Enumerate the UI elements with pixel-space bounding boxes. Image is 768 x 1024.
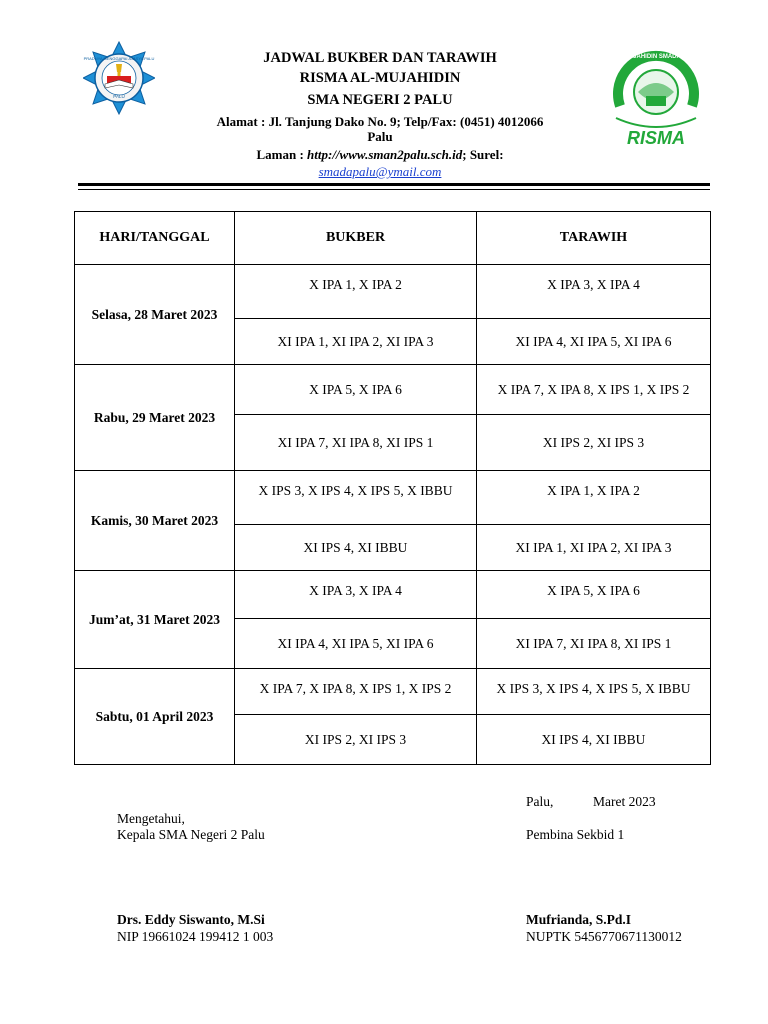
website-line: Laman : http://www.sman2palu.sch.id; Surel:	[256, 147, 504, 162]
tarawih-cell: X IPA 5, X IPA 6	[477, 571, 711, 619]
schedule-table	[74, 211, 711, 765]
day-cell: Jum’at, 31 Maret 2023	[75, 571, 235, 669]
tarawih-cell: X IPS 3, X IPS 4, X IPS 5, X IBBU	[477, 669, 711, 715]
title-line-1: JADWAL BUKBER DAN TARAWIH	[263, 50, 497, 66]
tarawih-cell: XI IPS 4, XI IBBU	[477, 715, 711, 765]
col-header-tarawih: TARAWIH	[477, 212, 711, 265]
table-row	[75, 571, 711, 619]
col-header-day: HARI/TANGGAL	[75, 212, 235, 265]
bukber-cell: XI IPA 1, XI IPA 2, XI IPA 3	[235, 319, 477, 365]
title-line-3: SMA NEGERI 2 PALU	[307, 92, 453, 108]
risma-logo-icon	[606, 44, 706, 150]
svg-text:PRADNYA MENGGAPAI AJASYA PALU: PRADNYA MENGGAPAI AJASYA PALU	[83, 56, 155, 61]
sign-acknowledge: Mengetahui,	[117, 811, 185, 826]
sign-left-name: Drs. Eddy Siswanto, M.Si	[117, 912, 265, 927]
sign-right-id: NUPTK 5456770671130012	[526, 929, 682, 944]
table-row	[75, 471, 711, 525]
bukber-cell: X IPA 7, X IPA 8, X IPS 1, X IPS 2	[235, 669, 477, 715]
letterhead	[0, 0, 768, 200]
tarawih-cell: X IPA 1, X IPA 2	[477, 471, 711, 525]
title-line-2: RISMA AL-MUJAHIDIN	[299, 70, 461, 86]
sign-place: Palu,	[526, 794, 554, 809]
sign-right-role: Pembina Sekbid 1	[526, 827, 625, 842]
sign-right-name: Mufrianda, S.Pd.I	[526, 912, 632, 927]
col-header-bukber: BUKBER	[235, 212, 477, 265]
day-cell: Sabtu, 01 April 2023	[75, 669, 235, 765]
tarawih-cell: X IPA 3, X IPA 4	[477, 265, 711, 319]
bukber-cell: X IPS 3, X IPS 4, X IPS 5, X IBBU	[235, 471, 477, 525]
tarawih-cell: XI IPA 1, XI IPA 2, XI IPA 3	[477, 525, 711, 571]
table-row	[75, 265, 711, 319]
svg-text:RISMA: RISMA	[627, 128, 685, 148]
bukber-cell: X IPA 5, X IPA 6	[235, 365, 477, 415]
header-divider-thin	[78, 189, 710, 190]
tarawih-cell: XI IPS 2, XI IPS 3	[477, 415, 711, 471]
website-url[interactable]: http://www.sman2palu.sch.id	[307, 147, 463, 162]
svg-text:AL-MUJAHIDIN SMADA PALU: AL-MUJAHIDIN SMADA PALU	[613, 54, 699, 60]
day-cell: Rabu, 29 Maret 2023	[75, 365, 235, 471]
address-line-1: Alamat : Jl. Tanjung Dako No. 9; Telp/Fax: (0451) 4012066	[216, 114, 544, 129]
sign-left-id: NIP 19661024 199412 1 003	[117, 929, 274, 944]
day-cell: Selasa, 28 Maret 2023	[75, 265, 235, 365]
bukber-cell: XI IPA 7, XI IPA 8, XI IPS 1	[235, 415, 477, 471]
table-header-row	[75, 212, 711, 265]
header-divider-thick	[78, 183, 710, 186]
sign-left-role: Kepala SMA Negeri 2 Palu	[117, 827, 265, 842]
sign-month: Maret 2023	[593, 794, 656, 809]
tarawih-cell: XI IPA 7, XI IPA 8, XI IPS 1	[477, 619, 711, 669]
school-emblem-icon	[83, 40, 155, 146]
tarawih-cell: X IPA 7, X IPA 8, X IPS 1, X IPS 2	[477, 365, 711, 415]
bukber-cell: XI IPA 4, XI IPA 5, XI IPA 6	[235, 619, 477, 669]
bukber-cell: X IPA 1, X IPA 2	[235, 265, 477, 319]
bukber-cell: XI IPS 2, XI IPS 3	[235, 715, 477, 765]
address-line-2: Palu	[367, 129, 393, 144]
email-link[interactable]: smadapalu@ymail.com	[318, 164, 442, 179]
day-cell: Kamis, 30 Maret 2023	[75, 471, 235, 571]
table-row	[75, 365, 711, 415]
bukber-cell: X IPA 3, X IPA 4	[235, 571, 477, 619]
svg-text:PALU: PALU	[113, 94, 125, 99]
table-row	[75, 669, 711, 715]
bukber-cell: XI IPS 4, XI IBBU	[235, 525, 477, 571]
tarawih-cell: XI IPA 4, XI IPA 5, XI IPA 6	[477, 319, 711, 365]
